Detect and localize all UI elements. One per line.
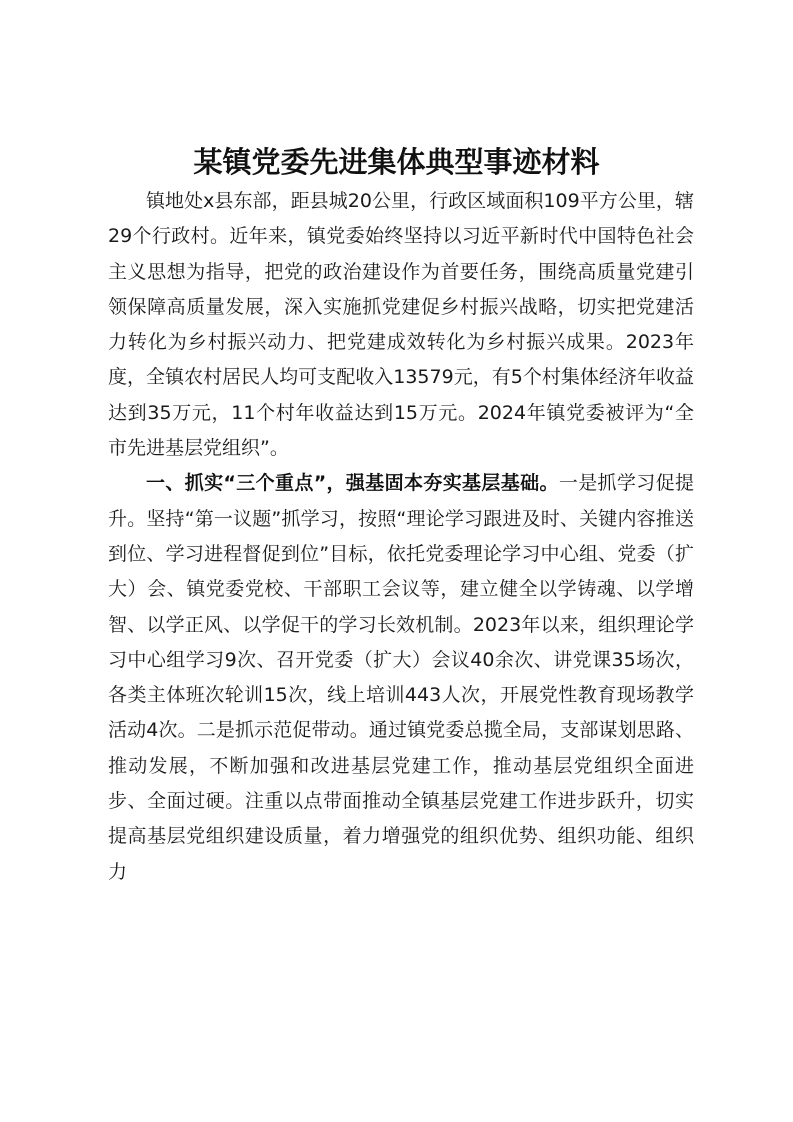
document-title: 某镇党委先进集体典型事迹材料: [193, 145, 600, 179]
paragraph-section-one: [108, 466, 694, 890]
paragraph-section-one-text: 一是抓学习促提升。坚持“第一议题”抓学习，按照“理论学习跟进及时、关键内容推送到位、学习进程督促到位”目标，依托党委理论学习中心组、党委（扩大）会、镇党委党校、干部职工会议等，建立健全以学铸魂、以学增智、以学正风、以学促干的学习长效机制。2023年以来，组织理论学习中心组学习9次、召开党委（扩大）会议40余次、讲党课35场次，各类主体班次轮训15次，线上培训443人次，开展党性教育现场教学活动4次。二是抓示范促带动。通过镇党委总揽全局，支部谋划思路、推动发展，不断加强和改进基层党建工作，推动基层党组织全面进步、全面过硬。注重以点带面推动全镇基层党建工作进步跃升，切实提高基层党组织建设质量，着力增强党的组织优势、组织功能、组织力: [108, 472, 694, 883]
paragraph-intro-text: 镇地处x县东部，距县城20公里，行政区域面积109平方公里，辖29个行政村。近年来，镇党委始终坚持以习近平新时代中国特色社会主义思想为指导，把党的政治建设作为首要任务，围绕高质量党建引领保障高质量发展，深入实施抓党建促乡村振兴战略，切实把党建活力转化为乡村振兴动力、把党建成效转化为乡村振兴成果。2023年度，全镇农村居民人均可支配收入13579元，有5个村集体经济年收益达到35万元，11个村年收益达到15万元。2024年镇党委被评为“全市先进基层党组织”。: [108, 190, 694, 460]
section-one-heading: 一、抓实“三个重点”，强基固本夯实基层基础。: [146, 472, 559, 495]
paragraph-intro: [108, 184, 694, 466]
document-body: [108, 184, 694, 890]
